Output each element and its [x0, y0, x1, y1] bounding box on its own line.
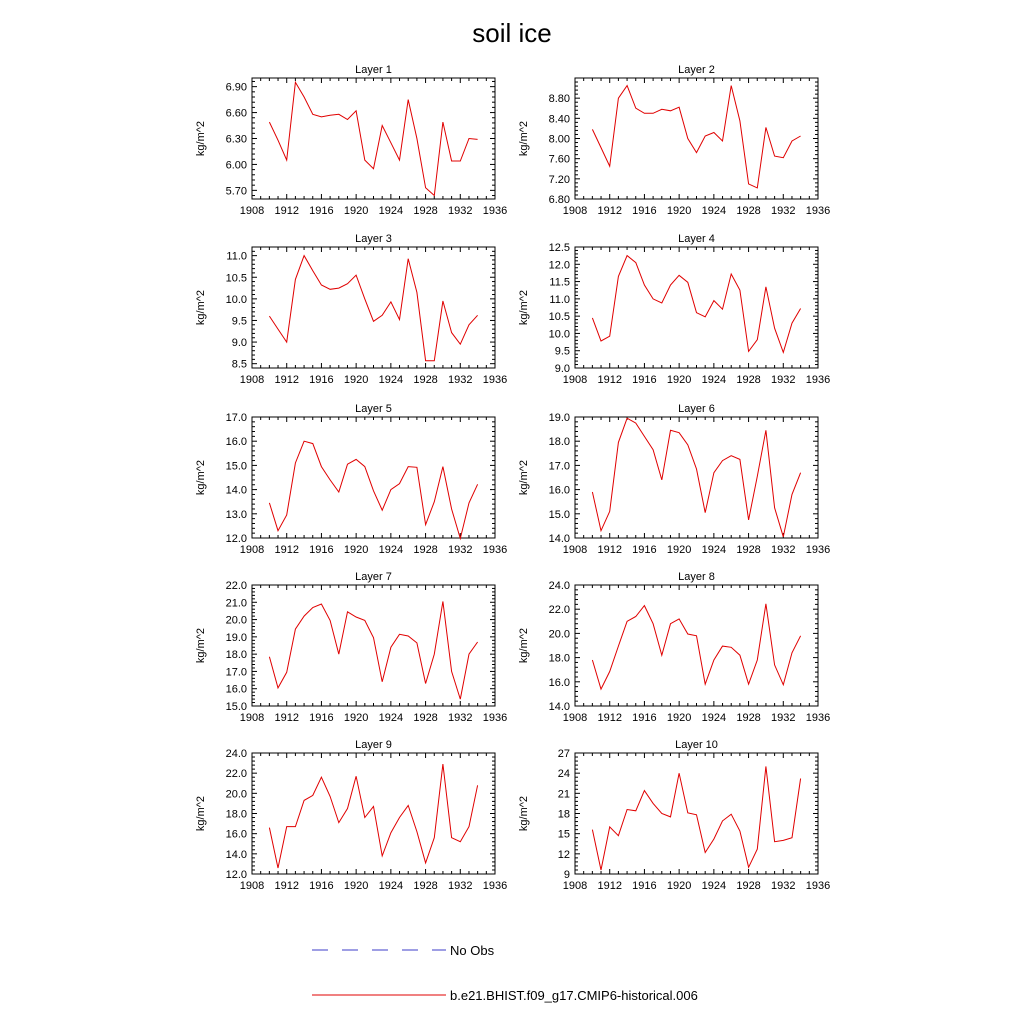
y-tick-label: 12 — [557, 848, 570, 861]
y-tick-label: 21.0 — [225, 597, 247, 610]
x-tick-label: 1908 — [562, 880, 588, 892]
y-tick-label: 16.0 — [548, 484, 570, 497]
x-tick-label: 1924 — [701, 880, 727, 892]
x-tick-label: 1912 — [597, 544, 622, 556]
y-axis-label-layer-10: kg/m^2 — [518, 795, 530, 832]
x-tick-label: 1912 — [597, 712, 622, 724]
x-tick-label: 1928 — [736, 544, 761, 556]
x-tick-label: 1936 — [805, 374, 831, 386]
legend-item-model-run — [312, 988, 698, 1003]
x-tick-label: 1928 — [413, 205, 438, 217]
x-tick-label: 1916 — [309, 712, 334, 724]
x-tick-label: 1932 — [771, 544, 796, 556]
y-tick-label: 15.0 — [548, 508, 570, 521]
plot-frame-layer-5 — [252, 417, 495, 538]
panel-layer-6 — [518, 403, 830, 556]
x-tick-label: 1928 — [413, 880, 438, 892]
y-tick-label: 14.0 — [225, 484, 247, 497]
x-tick-label: 1932 — [448, 544, 473, 556]
x-tick-label: 1920 — [343, 880, 369, 892]
x-tick-label: 1912 — [274, 712, 299, 724]
x-tick-label: 1920 — [666, 712, 692, 724]
x-tick-label: 1932 — [448, 205, 473, 217]
x-tick-label: 1932 — [771, 712, 796, 724]
series-line-layer-4 — [592, 256, 800, 353]
y-tick-label: 24.0 — [225, 748, 247, 760]
y-tick-label: 14.0 — [225, 848, 247, 861]
x-tick-label: 1932 — [771, 880, 796, 892]
series-line-layer-2 — [592, 86, 800, 188]
x-tick-label: 1912 — [274, 205, 299, 217]
x-tick-label: 1908 — [562, 712, 588, 724]
y-tick-label: 16.0 — [225, 436, 247, 449]
x-tick-label: 1936 — [805, 544, 831, 556]
panel-grid — [195, 64, 830, 892]
y-tick-label: 9.5 — [554, 345, 570, 358]
plot-frame-layer-9 — [252, 753, 495, 874]
x-tick-label: 1928 — [736, 205, 761, 217]
x-tick-label: 1936 — [482, 712, 508, 724]
y-axis-label-layer-1: kg/m^2 — [195, 120, 207, 157]
panel-layer-9 — [195, 739, 507, 892]
y-tick-label: 19.0 — [225, 631, 247, 644]
x-tick-label: 1924 — [701, 712, 727, 724]
x-tick-label: 1936 — [805, 712, 831, 724]
y-tick-label: 18.0 — [225, 649, 247, 662]
x-tick-label: 1920 — [343, 544, 369, 556]
x-tick-label: 1920 — [343, 374, 369, 386]
panel-title-layer-10: Layer 10 — [675, 739, 718, 751]
series-line-layer-9 — [269, 764, 477, 868]
x-tick-label: 1912 — [597, 205, 622, 217]
series-line-layer-10 — [592, 766, 800, 870]
x-tick-label: 1920 — [666, 374, 692, 386]
x-tick-label: 1924 — [701, 205, 727, 217]
x-tick-label: 1908 — [239, 205, 265, 217]
x-tick-label: 1924 — [378, 374, 404, 386]
y-tick-label: 10.0 — [548, 328, 570, 341]
panel-title-layer-4: Layer 4 — [678, 233, 715, 245]
y-tick-label: 6.00 — [225, 159, 247, 172]
y-tick-label: 9.5 — [231, 315, 247, 328]
series-line-layer-7 — [269, 601, 477, 699]
x-tick-label: 1916 — [632, 544, 657, 556]
y-tick-label: 22.0 — [225, 580, 247, 592]
x-tick-label: 1932 — [448, 712, 473, 724]
series-line-layer-8 — [592, 604, 800, 689]
y-tick-label: 20.0 — [548, 628, 570, 641]
x-tick-label: 1908 — [239, 544, 265, 556]
x-tick-label: 1912 — [274, 880, 299, 892]
y-tick-label: 6.80 — [548, 194, 570, 206]
y-tick-label: 7.20 — [548, 173, 570, 186]
x-tick-label: 1932 — [448, 374, 473, 386]
y-tick-label: 21 — [557, 788, 570, 801]
panel-layer-2 — [518, 64, 830, 217]
x-tick-label: 1920 — [666, 205, 692, 217]
panel-layer-1 — [195, 64, 507, 217]
legend — [312, 943, 698, 1003]
y-axis-label-layer-3: kg/m^2 — [195, 289, 207, 326]
y-axis-label-layer-4: kg/m^2 — [518, 289, 530, 326]
panel-layer-4 — [518, 233, 830, 386]
y-tick-label: 22.0 — [225, 768, 247, 781]
plot-frame-layer-10 — [575, 753, 818, 874]
y-tick-label: 14.0 — [548, 701, 570, 713]
x-tick-label: 1936 — [805, 880, 831, 892]
y-tick-label: 20.0 — [225, 788, 247, 801]
y-tick-label: 10.5 — [548, 311, 570, 324]
x-tick-label: 1924 — [378, 544, 404, 556]
x-tick-label: 1928 — [736, 712, 761, 724]
y-tick-label: 16.0 — [548, 676, 570, 689]
x-tick-label: 1936 — [482, 374, 508, 386]
panel-title-layer-9: Layer 9 — [355, 739, 392, 751]
y-tick-label: 24 — [557, 768, 570, 781]
y-tick-label: 9.0 — [554, 363, 570, 375]
panel-title-layer-8: Layer 8 — [678, 571, 715, 583]
y-tick-label: 9 — [563, 869, 570, 881]
y-tick-label: 22.0 — [548, 604, 570, 617]
x-tick-label: 1908 — [562, 205, 588, 217]
panel-title-layer-6: Layer 6 — [678, 403, 715, 415]
y-tick-label: 18.0 — [548, 652, 570, 665]
y-tick-label: 6.30 — [225, 133, 247, 146]
y-tick-label: 17.0 — [548, 460, 570, 473]
x-tick-label: 1912 — [597, 374, 622, 386]
y-tick-label: 8.40 — [548, 113, 570, 126]
x-tick-label: 1908 — [239, 374, 265, 386]
y-tick-label: 6.60 — [225, 107, 247, 120]
x-tick-label: 1932 — [448, 880, 473, 892]
x-tick-label: 1920 — [666, 544, 692, 556]
plot-frame-layer-1 — [252, 78, 495, 199]
plot-frame-layer-8 — [575, 585, 818, 706]
x-tick-label: 1924 — [378, 205, 404, 217]
y-tick-label: 18.0 — [548, 436, 570, 449]
x-tick-label: 1916 — [632, 205, 657, 217]
x-tick-label: 1936 — [805, 205, 831, 217]
legend-label-no-obs: No Obs — [450, 943, 495, 958]
x-tick-label: 1920 — [666, 880, 692, 892]
y-tick-label: 10.0 — [225, 293, 247, 306]
x-tick-label: 1928 — [736, 880, 761, 892]
x-tick-label: 1912 — [274, 374, 299, 386]
y-tick-label: 8.5 — [231, 358, 247, 371]
x-tick-label: 1908 — [239, 712, 265, 724]
panel-title-layer-2: Layer 2 — [678, 64, 715, 76]
y-tick-label: 9.0 — [231, 337, 247, 350]
x-tick-label: 1908 — [239, 880, 265, 892]
y-tick-label: 11.5 — [549, 276, 570, 289]
x-tick-label: 1924 — [378, 880, 404, 892]
y-tick-label: 7.60 — [548, 153, 570, 166]
x-tick-label: 1924 — [701, 544, 727, 556]
y-tick-label: 13.0 — [225, 508, 247, 521]
legend-label-model-run: b.e21.BHIST.f09_g17.CMIP6-historical.006 — [450, 988, 698, 1003]
y-tick-label: 18.0 — [225, 808, 247, 821]
x-tick-label: 1916 — [632, 374, 657, 386]
x-tick-label: 1936 — [482, 880, 508, 892]
y-tick-label: 15 — [557, 828, 570, 841]
y-axis-label-layer-5: kg/m^2 — [195, 459, 207, 496]
y-tick-label: 12.0 — [225, 533, 247, 545]
figure-title: soil ice — [472, 18, 552, 48]
y-tick-label: 11.0 — [549, 293, 570, 306]
panel-layer-3 — [195, 233, 507, 386]
panel-title-layer-7: Layer 7 — [355, 571, 392, 583]
plot-frame-layer-2 — [575, 78, 818, 199]
x-tick-label: 1916 — [309, 880, 334, 892]
x-tick-label: 1928 — [736, 374, 761, 386]
series-line-layer-6 — [592, 418, 800, 537]
panel-title-layer-3: Layer 3 — [355, 233, 392, 245]
series-line-layer-5 — [269, 441, 477, 538]
x-tick-label: 1920 — [343, 712, 369, 724]
y-tick-label: 12.0 — [548, 259, 570, 272]
plot-frame-layer-3 — [252, 247, 495, 368]
y-tick-label: 8.00 — [548, 133, 570, 146]
plot-frame-layer-6 — [575, 417, 818, 538]
y-tick-label: 17.0 — [225, 666, 247, 679]
x-tick-label: 1916 — [632, 880, 657, 892]
x-tick-label: 1916 — [309, 205, 334, 217]
series-line-layer-3 — [269, 256, 477, 361]
y-tick-label: 18 — [557, 808, 570, 821]
series-line-layer-1 — [269, 82, 477, 195]
x-tick-label: 1916 — [309, 544, 334, 556]
panel-title-layer-5: Layer 5 — [355, 403, 392, 415]
y-axis-label-layer-8: kg/m^2 — [518, 627, 530, 664]
legend-item-no-obs — [312, 943, 495, 958]
x-tick-label: 1916 — [309, 374, 334, 386]
panel-layer-8 — [518, 571, 830, 724]
panel-layer-7 — [195, 571, 507, 724]
plot-frame-layer-4 — [575, 247, 818, 368]
y-tick-label: 16.0 — [225, 683, 247, 696]
y-tick-label: 24.0 — [548, 580, 570, 592]
y-tick-label: 12.5 — [548, 242, 570, 254]
x-tick-label: 1932 — [771, 205, 796, 217]
y-tick-label: 12.0 — [225, 869, 247, 881]
x-tick-label: 1912 — [274, 544, 299, 556]
y-axis-label-layer-2: kg/m^2 — [518, 120, 530, 157]
x-tick-label: 1936 — [482, 544, 508, 556]
panel-layer-10 — [518, 739, 830, 892]
panel-title-layer-1: Layer 1 — [355, 64, 392, 76]
panel-layer-5 — [195, 403, 507, 556]
plot-frame-layer-7 — [252, 585, 495, 706]
x-tick-label: 1924 — [701, 374, 727, 386]
y-tick-label: 10.5 — [225, 272, 247, 285]
y-tick-label: 8.80 — [548, 93, 570, 106]
y-tick-label: 16.0 — [225, 828, 247, 841]
x-tick-label: 1928 — [413, 544, 438, 556]
y-tick-label: 5.70 — [225, 185, 247, 198]
x-tick-label: 1924 — [378, 712, 404, 724]
y-tick-label: 6.90 — [225, 81, 247, 94]
x-tick-label: 1932 — [771, 374, 796, 386]
x-tick-label: 1928 — [413, 374, 438, 386]
y-tick-label: 15.0 — [225, 460, 247, 473]
x-tick-label: 1936 — [482, 205, 508, 217]
y-tick-label: 27 — [557, 748, 570, 760]
x-tick-label: 1908 — [562, 544, 588, 556]
y-tick-label: 17.0 — [225, 412, 247, 424]
y-axis-label-layer-6: kg/m^2 — [518, 459, 530, 496]
y-tick-label: 15.0 — [225, 701, 247, 713]
y-tick-label: 20.0 — [225, 614, 247, 627]
y-tick-label: 11.0 — [226, 250, 247, 263]
x-tick-label: 1916 — [632, 712, 657, 724]
y-tick-label: 19.0 — [548, 412, 570, 424]
y-tick-label: 14.0 — [548, 533, 570, 545]
x-tick-label: 1908 — [562, 374, 588, 386]
x-tick-label: 1920 — [343, 205, 369, 217]
y-axis-label-layer-7: kg/m^2 — [195, 627, 207, 664]
x-tick-label: 1912 — [597, 880, 622, 892]
y-axis-label-layer-9: kg/m^2 — [195, 795, 207, 832]
x-tick-label: 1928 — [413, 712, 438, 724]
